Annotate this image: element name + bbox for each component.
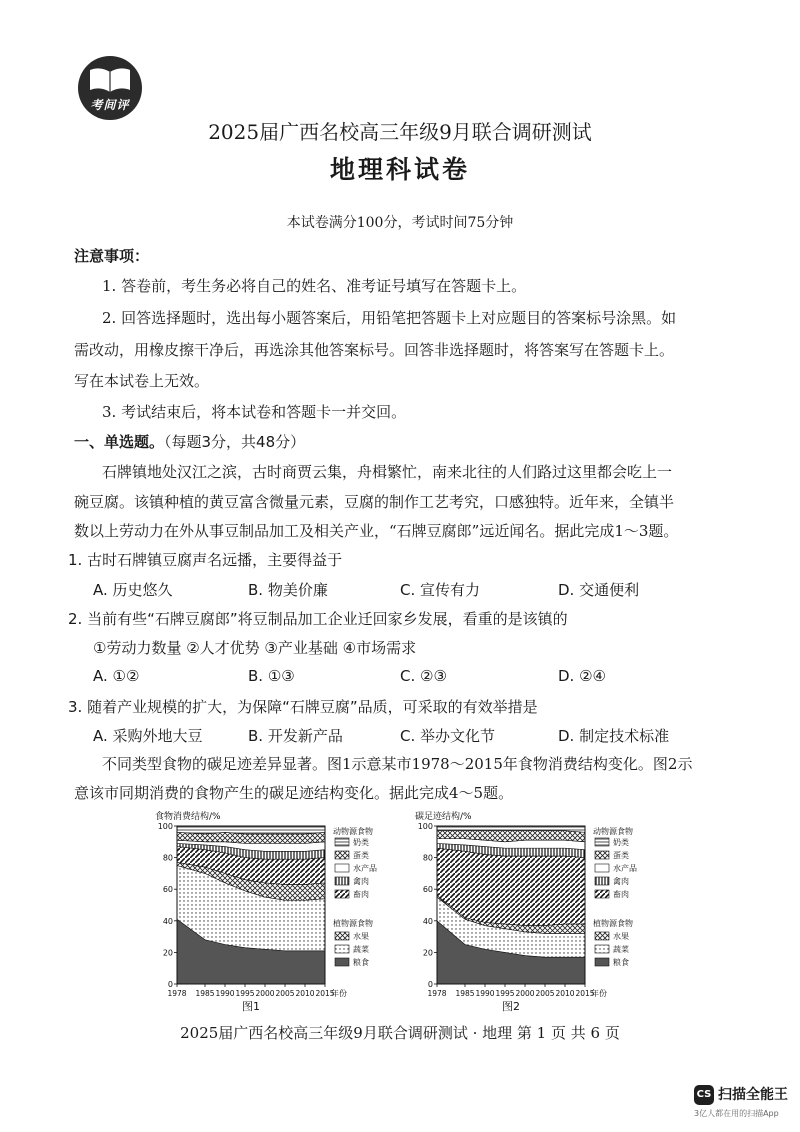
x-tick-label: 2005 (535, 989, 555, 998)
legend-group-plant: 植物源食物 (333, 919, 373, 928)
q2-option-c: C. ②③ (400, 667, 447, 685)
legend-label: 水果 (613, 932, 629, 941)
x-tick-label: 1990 (215, 989, 235, 998)
section-title: 一、单选题。 (74, 433, 165, 451)
passage-2-line-1: 不同类型食物的碳足迹差异显著。图1示意某市1978～2015年食物消费结构变化。图2示 (102, 755, 693, 773)
legend-label: 禽肉 (613, 877, 629, 886)
legend-label: 蔬菜 (353, 945, 369, 954)
area-奶类 (177, 826, 325, 834)
x-tick-label: 2000 (515, 989, 535, 998)
legend-swatch (595, 945, 609, 953)
q2-option-b: B. ①③ (248, 667, 295, 685)
passage-2-line-2: 意该市同期消费的食物产生的碳足迹结构变化。据此完成4～5题。 (74, 784, 514, 802)
question-1-stem: 1. 古时石牌镇豆腐声名远播，主要得益于 (68, 551, 343, 569)
legend-label: 畜肉 (613, 890, 629, 899)
legend-group-animal: 动物源食物 (333, 827, 373, 836)
q2-statements: ①劳动力数量 ②人才优势 ③产业基础 ④市场需求 (93, 639, 417, 657)
chart-ylabel: 碳足迹结构/% (415, 812, 472, 822)
q2-option-a: A. ①② (93, 667, 140, 685)
question-3-stem: 3. 随着产业规模的扩大，为保障“石牌豆腐”品质，可采取的有效举措是 (68, 698, 538, 716)
legend-label: 水产品 (613, 864, 637, 873)
scanner-badge: CS (694, 1085, 714, 1105)
x-tick-label: 2000 (255, 989, 275, 998)
exam-info: 本试卷满分100分，考试时间75分钟 (286, 215, 514, 231)
y-tick-label: 80 (422, 853, 433, 863)
page-footer: 2025届广西名校高三年级9月联合调研测试 · 地理 第 1 页 共 6 页 (180, 1024, 620, 1042)
q2-option-d: D. ②④ (558, 667, 606, 685)
logo-text: 考间评 (90, 98, 130, 112)
legend-swatch (335, 945, 349, 953)
x-tick-label: 2015 (575, 989, 595, 998)
section-heading (74, 431, 305, 452)
y-tick-label: 0 (427, 980, 433, 989)
scanner-name: 扫描全能王 (718, 1087, 788, 1103)
x-tick-label: 2005 (275, 989, 295, 998)
passage-1-line-2: 碗豆腐。该镇种植的黄豆富含微量元素，豆腐的制作工艺考究，口感独特。近年来，全镇半 (74, 493, 675, 511)
x-tick-label: 1990 (475, 989, 495, 998)
x-tick-label: 2010 (555, 989, 575, 998)
q3-option-c: C. 举办文化节 (400, 727, 496, 745)
chart-ylabel: 食物消费结构/% (155, 812, 221, 822)
legend-swatch (335, 877, 349, 885)
legend-swatch (595, 864, 609, 872)
q3-option-d: D. 制定技术标准 (558, 727, 670, 745)
legend-group-animal: 动物源食物 (593, 827, 633, 836)
legend-label: 蔬菜 (613, 945, 629, 954)
legend-label: 水果 (353, 932, 369, 941)
legend-swatch (335, 838, 349, 846)
notice-heading: 注意事项： (74, 247, 150, 265)
figure-caption: 图2 (502, 1000, 520, 1013)
legend-swatch (595, 851, 609, 859)
legend-label: 禽肉 (353, 877, 369, 886)
y-tick-label: 60 (422, 885, 433, 895)
figure-caption: 图1 (242, 1000, 260, 1013)
y-tick-label: 80 (162, 853, 173, 863)
q3-option-a: A. 采购外地大豆 (93, 727, 203, 745)
x-tick-label: 1985 (455, 989, 475, 998)
y-tick-label: 0 (167, 980, 173, 989)
y-tick-label: 60 (162, 885, 173, 895)
legend-swatch (595, 877, 609, 885)
section-score: （每题3分，共48分） (164, 433, 306, 451)
figure-2-chart (415, 808, 670, 1018)
x-tick-label: 2010 (295, 989, 315, 998)
legend-swatch (335, 932, 349, 940)
book-icon (88, 66, 132, 94)
x-tick-label: 1978 (427, 989, 447, 998)
legend-label: 粮食 (613, 958, 629, 967)
y-tick-label: 40 (422, 916, 433, 926)
x-tick-label: 1978 (167, 989, 187, 998)
legend-label: 奶类 (613, 838, 629, 847)
figure-1-chart (155, 808, 410, 1018)
scanner-tagline: 3亿人都在用的扫描App (694, 1109, 779, 1118)
x-tick-label: 1995 (235, 989, 255, 998)
legend-label: 奶类 (353, 838, 369, 847)
y-tick-label: 100 (417, 822, 433, 831)
chart-xlabel: 年份 (591, 989, 607, 998)
notice-item-2-line-2: 需改动，用橡皮擦干净后，再选涂其他答案标号。回答非选择题时，将答案写在答题卡上。 (74, 341, 675, 359)
x-tick-label: 1995 (495, 989, 515, 998)
x-tick-label: 2015 (315, 989, 335, 998)
legend-label: 畜肉 (353, 890, 369, 899)
q1-option-b: B. 物美价廉 (248, 581, 328, 599)
legend-group-plant: 植物源食物 (593, 919, 633, 928)
notice-item-1: 1. 答卷前，考生务必将自己的姓名、准考证号填写在答题卡上。 (102, 277, 527, 295)
q1-option-a: A. 历史悠久 (93, 581, 173, 599)
legend-swatch (595, 890, 609, 898)
legend-swatch (595, 932, 609, 940)
legend-swatch (335, 890, 349, 898)
legend-swatch (595, 958, 609, 966)
legend-swatch (595, 838, 609, 846)
notice-item-2-line-1: 2. 回答选择题时，选出每小题答案后，用铅笔把答题卡上对应题目的答案标号涂黑。如 (102, 309, 677, 327)
passage-1-line-3: 数以上劳动力在外从事豆制品加工及相关产业，“石牌豆腐郎”远近闻名。据此完成1～3题。 (74, 522, 679, 540)
notice-item-3: 3. 考试结束后，将本试卷和答题卡一并交回。 (102, 403, 407, 421)
y-tick-label: 40 (162, 916, 173, 926)
chart-xlabel: 年份 (331, 989, 347, 998)
exam-logo (78, 56, 142, 120)
x-tick-label: 1985 (195, 989, 215, 998)
y-tick-label: 100 (157, 822, 173, 831)
legend-swatch (335, 958, 349, 966)
legend-swatch (335, 851, 349, 859)
q1-option-d: D. 交通便利 (558, 581, 640, 599)
legend-label: 粮食 (353, 958, 369, 967)
legend-label: 蛋类 (353, 851, 369, 860)
y-tick-label: 20 (162, 948, 173, 958)
legend-swatch (335, 864, 349, 872)
notice-item-2-line-3: 写在本试卷上无效。 (74, 372, 210, 390)
q1-option-c: C. 宣传有力 (400, 581, 481, 599)
q3-option-b: B. 开发新产品 (248, 727, 343, 745)
subject-title: 地理科试卷 (329, 155, 470, 184)
passage-1-line-1: 石牌镇地处汉江之滨，古时商贾云集，舟楫繁忙，南来北往的人们路过这里都会吃上一 (102, 463, 673, 481)
question-2-stem: 2. 当前有些“石牌豆腐郎”将豆制品加工企业迁回家乡发展，看重的是该镇的 (68, 610, 568, 628)
y-tick-label: 20 (422, 948, 433, 958)
exam-title: 2025届广西名校高三年级9月联合调研测试 (208, 120, 592, 144)
legend-label: 蛋类 (613, 851, 629, 860)
legend-label: 水产品 (353, 864, 377, 873)
